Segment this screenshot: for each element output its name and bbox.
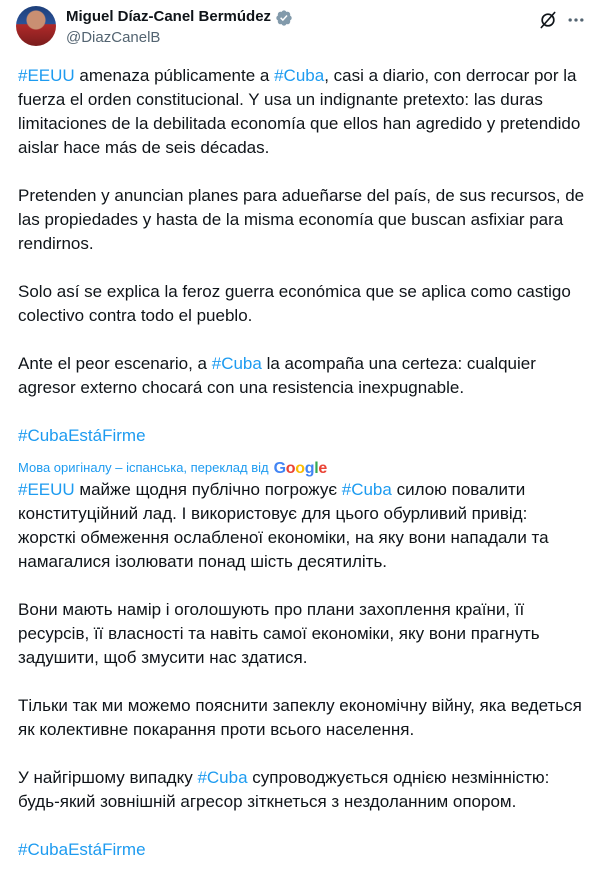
tweet-body [18,64,588,862]
translated-paragraph-1: #EEUU майже щодня публічно погрожує #Cuba силою повалити конституційний лад. І використовує для цього обурливий привід: жорсткі обмеження ослабленої економіки, на яку вони нападали та намагалися ізолювати понад шість десятиліть. [18,480,549,571]
hashtag-link[interactable]: #CubaEstáFirme [18,840,146,859]
translation-note[interactable] [18,458,588,478]
hashtag-link[interactable]: #EEUU [18,480,75,499]
original-paragraph-1: #EEUU amenaza públicamente a #Cuba, casi a diario, con derrocar por la fuerza el orden constitucional. Y usa un indignante pretexto: las duras limitaciones de la debilitada economía que ellos han agredido y pretendido aislar hace más de seis décadas. [18,66,581,157]
original-paragraph-3: Solo así se explica la feroz guerra económica que se aplica como castigo colectivo contra todo el pueblo. [18,282,571,325]
translated-paragraph-2: Вони мають намір і оголошують про плани захоплення країни, її ресурсів, її власності та навіть самої економіки, яку вони прагнуть задушити, щоб змусити нас здатися. [18,600,540,667]
author-name[interactable]: Miguel Díaz-Canel Bermúdez [66,8,272,25]
original-paragraph-2: Pretenden y anuncian planes para adueñarse del país, de sus recursos, de las propiedades y hasta de la misma economía que buscan asfixiar para rendirnos. [18,186,585,253]
google-logo: G o o g l e [273,460,327,477]
hashtag-link[interactable]: #CubaEstáFirme [18,426,146,445]
hashtag-link[interactable]: #Cuba [341,480,392,499]
original-paragraph-4: Ante el peor escenario, a #Cuba la acompaña una certeza: cualquier agresor externo chocará con una resistencia inexpugnable. [18,354,536,397]
translated-closing-hashtag [18,838,588,862]
hashtag-link[interactable]: #Cuba [211,354,262,373]
author-handle[interactable]: @DiazCanelB [66,29,161,46]
hashtag-link[interactable]: #EEUU [18,66,75,85]
hashtag-link[interactable]: #Cuba [274,66,325,85]
translated-paragraph-4: У найгіршому випадку #Cuba супроводжується однією незмінністю: будь-який зовнішній агресор зіткнеться з нездоланним опором. [18,768,550,811]
translation-note-text: Мова оригіналу – іспанська, переклад від [18,460,269,475]
more-options-icon[interactable] [566,10,586,30]
hashtag-link[interactable]: #Cuba [197,768,248,787]
verified-badge-icon [275,9,293,27]
tweet-header [0,0,601,60]
grok-icon[interactable] [538,10,558,30]
original-closing-hashtag [18,424,588,448]
translated-paragraph-3: Тільки так ми можемо пояснити запеклу економічну війну, яка ведеться як колективне покарання проти всього населення. [18,696,582,739]
avatar[interactable] [16,6,56,46]
